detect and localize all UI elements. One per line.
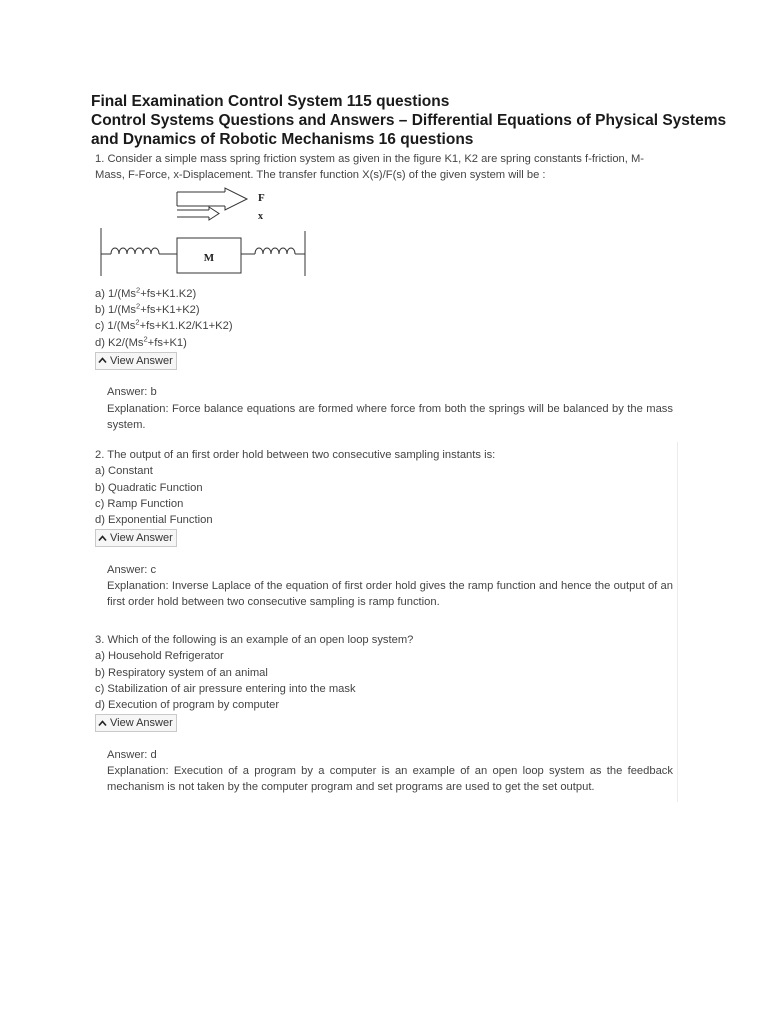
option-a: a) Household Refrigerator	[95, 650, 224, 663]
force-arrow	[177, 188, 247, 210]
answer-block	[95, 562, 673, 611]
option-c: c) $1/(Ms^2+fs+K1.K2/K1+K2)$	[95, 317, 233, 333]
option-c: c) Stabilization of air pressure entering into the mask	[95, 682, 356, 695]
page-subtitle: Control Systems Questions and Answers – Differential Equations of Physical Systems and Dynamics of Robotic Mechanisms 16 questions	[91, 112, 727, 148]
chevron-up-icon	[98, 719, 107, 728]
option-b: b) $1/(Ms^2+fs+K1+K2)$	[95, 301, 200, 317]
question-1	[95, 151, 673, 184]
option-a: a) $1/(Ms^2+fs+K1.K2)$	[95, 285, 197, 300]
option-d: d) Exponential Function	[95, 513, 213, 526]
mass-spring-figure	[97, 186, 317, 286]
question-card-border	[677, 442, 678, 802]
options-list	[95, 648, 673, 713]
view-answer-button[interactable]	[95, 352, 177, 370]
displacement-arrow	[177, 207, 219, 220]
options-list	[95, 286, 673, 351]
option-d: d) Execution of program by computer	[95, 698, 280, 711]
option-a: a) Constant	[95, 465, 153, 478]
explanation-text: Explanation: Inverse Laplace of the equation of first order hold gives the ramp function and hence the output of an first order hold between two consecutive sampling is ramp function.	[107, 579, 673, 609]
view-answer-label: View Answer	[110, 717, 173, 730]
left-spring	[101, 248, 177, 254]
view-answer-button[interactable]	[95, 714, 177, 732]
options-list	[95, 463, 673, 528]
answer-block	[95, 384, 673, 433]
option-c: c) Ramp Function	[95, 497, 184, 510]
view-answer-label: View Answer	[110, 532, 173, 545]
option-b: b) Quadratic Function	[95, 481, 203, 494]
question-text: 1. Consider a simple mass spring friction system as given in the figure K1, K2 are spring constants f-friction, M-Mass, F-Force, x-Displacement. The transfer function X(s)/F(s) of the given system will be :	[95, 153, 645, 182]
answer-text: Answer: b	[107, 386, 157, 399]
option-d: d) $K2/(Ms^2+fs+K1)$	[95, 333, 187, 349]
page-title: Final Examination Control System 115 questions	[91, 93, 450, 110]
force-label: F	[258, 192, 265, 204]
explanation-text: Explanation: Execution of a program by a computer is an example of an open loop system as the feedback mechanism is not taken by the computer program and set programs are used to get the set output.	[107, 764, 673, 794]
answer-text: Answer: c	[107, 563, 157, 576]
answer-text: Answer: d	[107, 748, 157, 761]
view-answer-button[interactable]	[95, 529, 177, 547]
option-b: b) Respiratory system of an animal	[95, 666, 268, 679]
question-1-options	[95, 286, 673, 433]
chevron-up-icon	[98, 356, 107, 365]
mass-spring-diagram	[97, 186, 317, 281]
answer-block	[95, 747, 673, 796]
question-2	[95, 447, 673, 611]
displacement-label: x	[258, 211, 263, 222]
mass-label: M	[203, 252, 215, 264]
right-spring	[241, 248, 305, 254]
question-text: 3. Which of the following is an example of an open loop system?	[95, 634, 414, 646]
question-3	[95, 632, 673, 796]
explanation-text: Explanation: Force balance equations are formed where force from both the springs will be balanced by the mass system.	[107, 402, 673, 431]
page-header	[91, 92, 731, 149]
view-answer-label: View Answer	[110, 354, 173, 367]
question-text: 2. The output of an first order hold between two consecutive sampling instants is:	[95, 449, 496, 461]
chevron-up-icon	[98, 534, 107, 543]
